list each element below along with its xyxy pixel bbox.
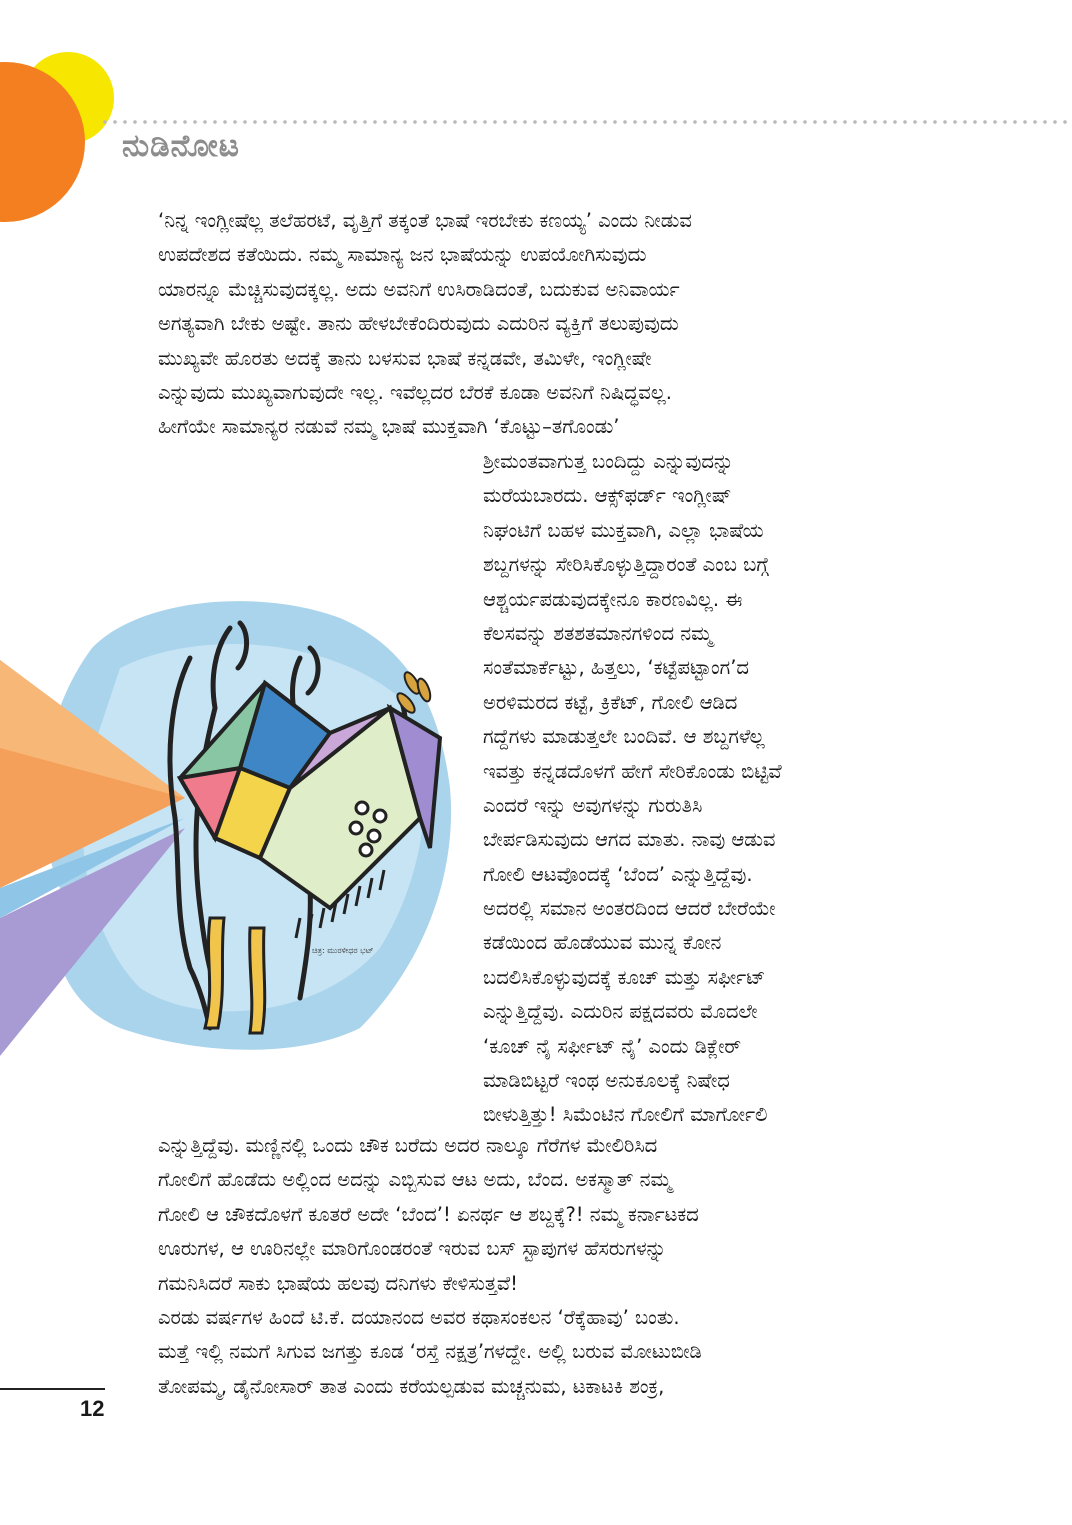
column-paragraph	[483, 445, 782, 1133]
text-line: ತೋಪಮ್ಮ, ಡೈನೋಸಾರ್ ತಾತ ಎಂದು ಕರೆಯಲ್ಪಡುವ ಮಚ್ಚನುಮ, ಟಕಾಟಕಿ ಶಂಕ್ರ,	[158, 1374, 665, 1398]
text-line: ಬೀಳುತ್ತಿತ್ತು! ಸಿಮೆಂಟಿನ ಗೋಲಿಗೆ ಮಾರ್ಗೋಲಿ	[483, 1103, 768, 1127]
text-line: ಶ್ರೀಮಂತವಾಗುತ್ತ ಬಂದಿದ್ದು ಎನ್ನುವುದನ್ನು	[483, 450, 734, 473]
text-line: ಬದಲಿಸಿಕೊಳ್ಳುವುದಕ್ಕೆ ಕೂಚ್ ಮತ್ತು ಸರ್ಫೀಟ್	[483, 965, 766, 989]
text-line: ಅಗತ್ಯವಾಗಿ ಬೇಕು ಅಷ್ಟೇ. ತಾನು ಹೇಳಬೇಕೆಂದಿರುವುದು ಎದುರಿನ ವ್ಯಕ್ತಿಗೆ ತಲುಪುವುದು	[158, 312, 679, 336]
text-line: ಮುಖ್ಯವೇ ಹೊರತು ಅದಕ್ಕೆ ತಾನು ಬಳಸುವ ಭಾಷೆ ಕನ್ನಡವೇ, ತಮಿಳೇ, ಇಂಗ್ಲೀಷೇ	[158, 346, 652, 370]
text-line: ಅದರಲ್ಲಿ ಸಮಾನ ಅಂತರದಿಂದ ಆದರೆ ಬೇರೆಯೇ	[483, 897, 776, 921]
text-line: ಮಾಡಿಬಿಟ್ಟರೆ ಇಂಥ ಅನುಕೂಲಕ್ಕೆ ನಿಷೇಧ	[483, 1069, 730, 1093]
text-line: ಊರುಗಳ, ಆ ಊರಿನಲ್ಲೇ ಮಾರಿಗೊಂಡರಂತೆ ಇರುವ ಬಸ್ ಸ್ಟಾಪುಗಳ ಹೆಸರುಗಳನ್ನು	[158, 1237, 667, 1261]
text-line: ಬೇರ್ಪಡಿಸುವುದು ಆಗದ ಮಾತು. ನಾವು ಆಡುವ	[483, 828, 776, 852]
text-line: ಮತ್ತೆ ಇಲ್ಲಿ ನಮಗೆ ಸಿಗುವ ಜಗತ್ತು ಕೂಡ ‘ರಸ್ತೆ ನಕ್ಷತ್ರ’ಗಳದ್ದೇ. ಅಲ್ಲಿ ಬರುವ ಮೋಟುಬೀಡಿ	[158, 1340, 702, 1364]
page-number: 12	[80, 1396, 105, 1421]
footer-rule	[0, 1388, 105, 1390]
text-line: ಯಾರನ್ನೂ ಮೆಚ್ಚಿಸುವುದಕ್ಕಲ್ಲ. ಅದು ಅವನಿಗೆ ಉಸಿರಾಡಿದಂತೆ, ಬದುಕುವ ಅನಿವಾರ್ಯ	[158, 277, 680, 301]
text-line: ಗೋಲಿಗೆ ಹೊಡೆದು ಅಲ್ಲಿಂದ ಅದನ್ನು ಎಬ್ಬಿಸುವ ಆಟ ಅದು, ಬೆಂದ. ಅಕಸ್ಮಾತ್ ನಮ್ಮ	[158, 1168, 672, 1192]
text-line: ಮರೆಯಬಾರದು. ಆಕ್ಸ್‌ಫರ್ಡ್ ಇಂಗ್ಲೀಷ್	[483, 484, 732, 508]
text-line: ‘ಕೂಚ್ ನೈ ಸರ್ಫೀಟ್ ನೈ’ ಎಂದು ಡಿಕ್ಲೇರ್	[483, 1034, 742, 1058]
text-line: ‘ನಿನ್ನ ಇಂಗ್ಲೀಷೆಲ್ಲ ತಲೆಹರಟೆ, ವೃತ್ತಿಗೆ ತಕ್ಕಂತೆ ಭಾಷೆ ಇರಬೇಕು ಕಣಯ್ಯ’ ಎಂದು ನೀಡುವ	[158, 209, 692, 232]
text-line: ಎಂದರೆ ಇನ್ನು ಅವುಗಳನ್ನು ಗುರುತಿಸಿ	[483, 793, 703, 817]
text-line: ಅರಳಿಮರದ ಕಟ್ಟೆ, ಕ್ರಿಕೆಟ್, ಗೋಲಿ ಆಡಿದ	[483, 690, 738, 714]
text-line: ಇವತ್ತು ಕನ್ನಡದೊಳಗೆ ಹೇಗೆ ಸೇರಿಕೊಂಡು ಬಿಟ್ಟಿವೆ	[483, 759, 782, 783]
text-line: ಕೆಲಸವನ್ನು ಶತಶತಮಾನಗಳಿಂದ ನಮ್ಮ	[483, 621, 713, 645]
text-line: ಗೋಲಿ ಆ ಚೌಕದೊಳಗೆ ಕೂತರೆ ಅದೇ ‘ಬೆಂದ’! ಏನರ್ಥ ಆ ಶಬ್ದಕ್ಕೆ?! ನಮ್ಮ ಕರ್ನಾಟಕದ	[158, 1202, 699, 1226]
text-line: ಕಡೆಯಿಂದ ಹೊಡೆಯುವ ಮುನ್ನ ಕೋನ	[483, 931, 722, 955]
text-line: ಎನ್ನುತ್ತಿದ್ದೆವು. ಮಣ್ಣಿನಲ್ಲಿ ಒಂದು ಚೌಕ ಬರೆದು ಅದರ ನಾಲ್ಕೂ ಗೆರೆಗಳ ಮೇಲಿರಿಸಿದ	[158, 1134, 658, 1157]
bottom-paragraph	[158, 1129, 702, 1404]
text-line: ಹೀಗೆಯೇ ಸಾಮಾನ್ಯರ ನಡುವೆ ನಮ್ಮ ಭಾಷೆ ಮುಕ್ತವಾಗಿ ‘ಕೊಟ್ಟು–ತಗೊಂಡು’	[158, 415, 620, 439]
text-line: ಎನ್ನುವುದು ಮುಖ್ಯವಾಗುವುದೇ ಇಲ್ಲ. ಇವೆಲ್ಲದರ ಬೆರಕೆ ಕೂಡಾ ಅವನಿಗೆ ನಿಷಿದ್ಧವಲ್ಲ.	[158, 380, 672, 404]
illustration-art	[0, 588, 458, 1056]
illustration-signature: ಚಿತ್ರ: ಮುರಳೀಧರ ಭಟ್	[312, 946, 374, 955]
text-line: ಶಬ್ದಗಳನ್ನು ಸೇರಿಸಿಕೊಳ್ಳುತ್ತಿದ್ದಾರಂತೆ ಎಂಬ ಬಗ್ಗೆ	[483, 553, 769, 577]
text-line: ಗೋಲಿ ಆಟವೊಂದಕ್ಕೆ ‘ಬೆಂದ’ ಎನ್ನುತ್ತಿದ್ದೆವು.	[483, 862, 753, 886]
text-line: ಸಂತೆಮಾರ್ಕೆಟ್ಟು, ಹಿತ್ತಲು, ‘ಕಟ್ಟೆಪಟ್ಟಾಂಗ’ದ	[483, 656, 750, 680]
top-paragraph	[158, 204, 692, 445]
dotted-header-rule	[100, 119, 1072, 125]
illustration	[0, 588, 458, 1056]
text-line: ಎನ್ನುತ್ತಿದ್ದೆವು. ಎದುರಿನ ಪಕ್ಷದವರು ಮೊದಲೇ	[483, 1000, 758, 1024]
text-line: ನಿಘಂಟಿಗೆ ಬಹಳ ಮುಕ್ತವಾಗಿ, ಎಲ್ಲಾ ಭಾಷೆಯ	[483, 518, 764, 542]
text-line: ಆಶ್ಚರ್ಯಪಡುವುದಕ್ಕೇನೂ ಕಾರಣವಿಲ್ಲ. ಈ	[483, 587, 743, 611]
text-line: ಗದ್ದೆಗಳು ಮಾಡುತ್ತಲೇ ಬಂದಿವೆ. ಆ ಶಬ್ದಗಳೆಲ್ಲ	[483, 725, 765, 749]
text-line: ಎರಡು ವರ್ಷಗಳ ಹಿಂದೆ ಟಿ.ಕೆ. ದಯಾನಂದ ಅವರ ಕಥಾಸಂಕಲನ ‘ರೆಕ್ಕೆಹಾವು’ ಬಂತು.	[158, 1305, 680, 1329]
text-line: ಗಮನಿಸಿದರೆ ಸಾಕು ಭಾಷೆಯ ಹಲವು ದನಿಗಳು ಕೇಳಿಸುತ್ತವೆ!	[158, 1271, 518, 1295]
section-title: ನುಡಿನೋಟ	[122, 128, 241, 164]
text-line: ಉಪದೇಶದ ಕತೆಯಿದು. ನಮ್ಮ ಸಾಮಾನ್ಯ ಜನ ಭಾಷೆಯನ್ನು ಉಪಯೋಗಿಸುವುದು	[158, 243, 647, 267]
